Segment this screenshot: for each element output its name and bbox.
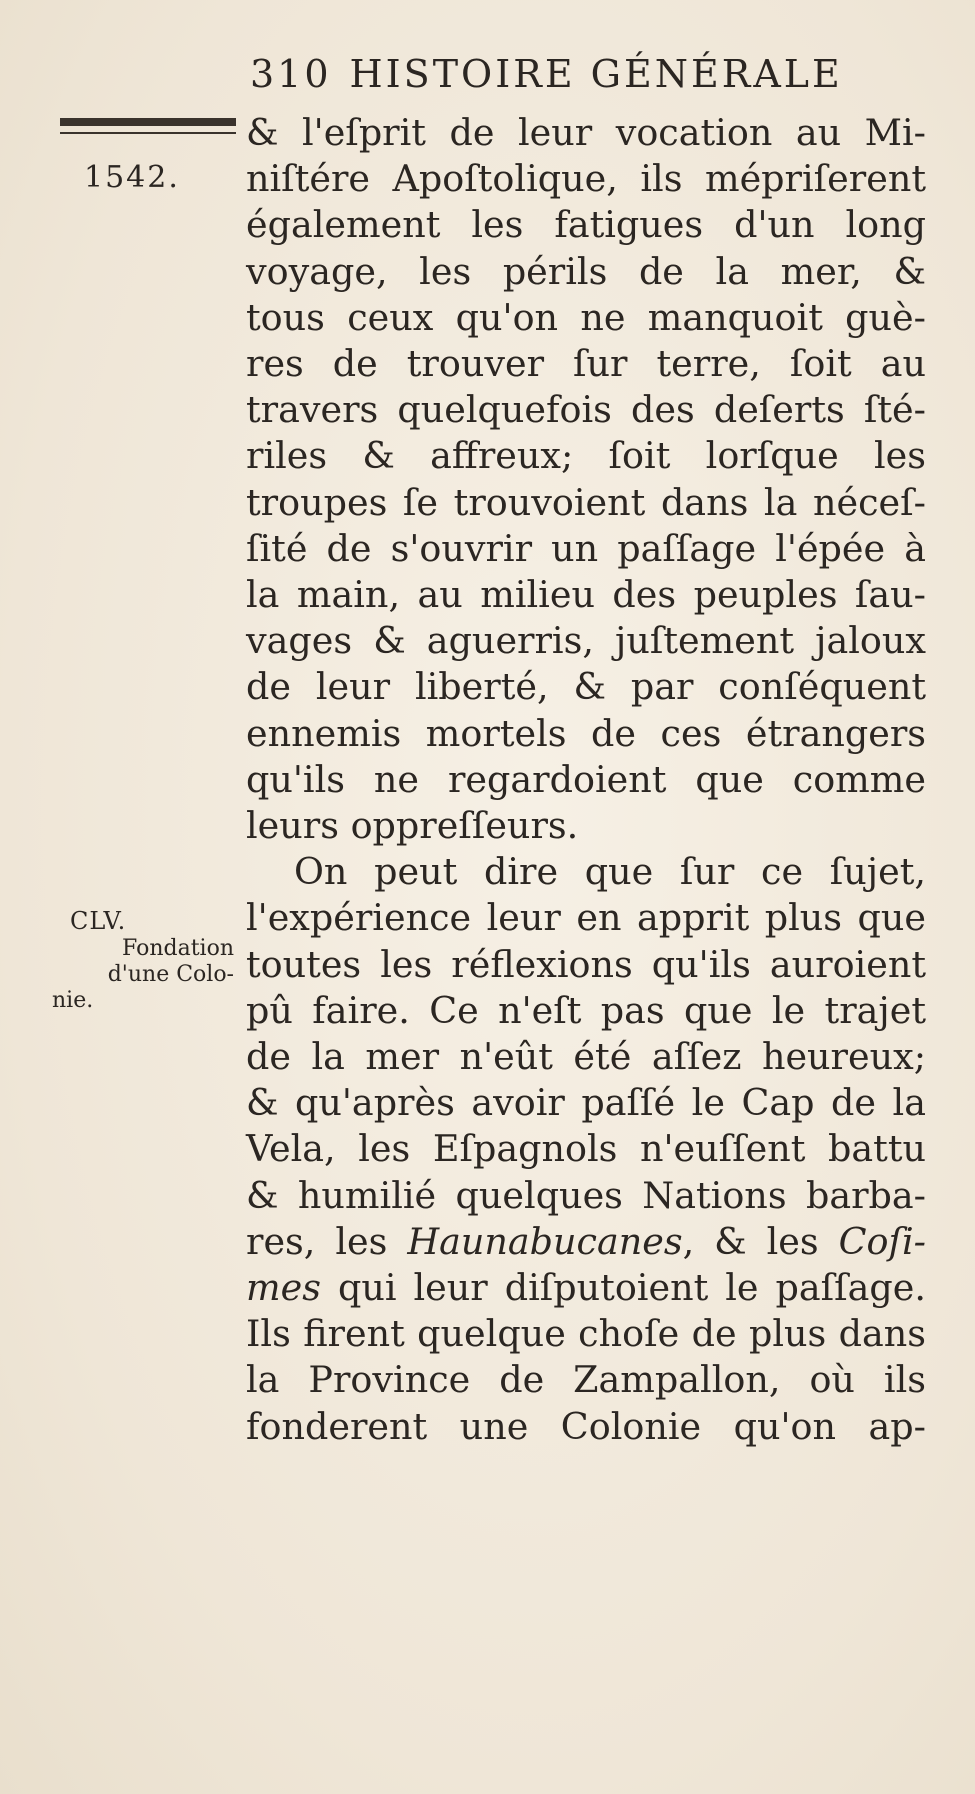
margin-year: 1542. <box>84 160 180 195</box>
running-title: HISTOIRE GÉNÉRALE <box>349 52 843 96</box>
text-line: toutes les réflexions qu'ils auroient <box>246 942 926 986</box>
margin-rule <box>60 118 236 126</box>
text-line: & qu'après avoir paſſé le Cap de la <box>246 1081 926 1125</box>
text-line: voyage, les périls de la mer, & <box>246 249 926 293</box>
text-line: de la mer n'eût été aſſez heureux; <box>246 1035 926 1079</box>
text-line-italic: res, les Haunabucanes, & les Coſi- <box>246 1219 927 1263</box>
text-line-italic: mes qui leur diſputoient le paſſage. <box>246 1266 926 1310</box>
text-line: niſtére Apoſtolique, ils mépriſerent <box>246 157 926 201</box>
text-line: pû faire. Ce n'eſt pas que le trajet <box>246 988 926 1032</box>
margin-rule-thin <box>60 132 236 134</box>
text-line: de leur liberté, & par conſéquent <box>246 665 926 709</box>
text-line: l'expérience leur en apprit plus que <box>246 896 926 940</box>
text-line: ennemis mortels de ces étrangers <box>246 711 926 755</box>
section-title-line: nie. <box>52 988 94 1013</box>
text-line: également les fatigues d'un long <box>246 203 926 247</box>
text-line: Vela, les Eſpagnols n'euſſent battu <box>246 1127 926 1171</box>
page-number: 310 <box>250 52 332 96</box>
text-line: leurs oppreſſeurs. <box>246 804 579 848</box>
text-line: ſité de s'ouvrir un paſſage l'épée à <box>246 526 926 570</box>
text-line: qu'ils ne regardoient que comme <box>246 757 926 801</box>
margin-note <box>40 908 240 1014</box>
text-line: fonderent une Colonie qu'on ap- <box>246 1404 926 1448</box>
text-line: & humilié quelques Nations barba- <box>246 1173 926 1217</box>
text-line: Ils firent quelque choſe de plus dans <box>246 1312 926 1356</box>
section-title-line: d'une Colo- <box>107 962 234 987</box>
text-line: riles & affreux; ſoit lorſque les <box>246 434 926 478</box>
text-line: travers quelquefois des deſerts ſté- <box>246 388 926 432</box>
italic-term: mes <box>246 1266 321 1310</box>
section-title-line: Fondation <box>122 936 234 961</box>
body-text <box>246 110 926 1450</box>
running-head <box>250 52 910 96</box>
text-line: res de trouver ſur terre, ſoit au <box>246 342 926 386</box>
text-line: la main, au milieu des peuples ſau- <box>246 573 926 617</box>
text-line: la Province de Zampallon, où ils <box>246 1358 926 1402</box>
text-line: tous ceux qu'on ne manquoit guè- <box>246 295 926 339</box>
text-line: & l'eſprit de leur vocation au Mi- <box>246 111 926 154</box>
text-line: vages & aguerris, juſtement jaloux <box>246 619 926 663</box>
italic-term: Haunabucanes <box>407 1219 683 1263</box>
text-line: On peut dire que ſur ce ſujet, <box>294 850 926 894</box>
text-line: troupes ſe trouvoient dans la néceſ- <box>246 480 926 524</box>
section-number: CLV. <box>70 907 127 935</box>
italic-term: Coſi- <box>838 1219 927 1263</box>
